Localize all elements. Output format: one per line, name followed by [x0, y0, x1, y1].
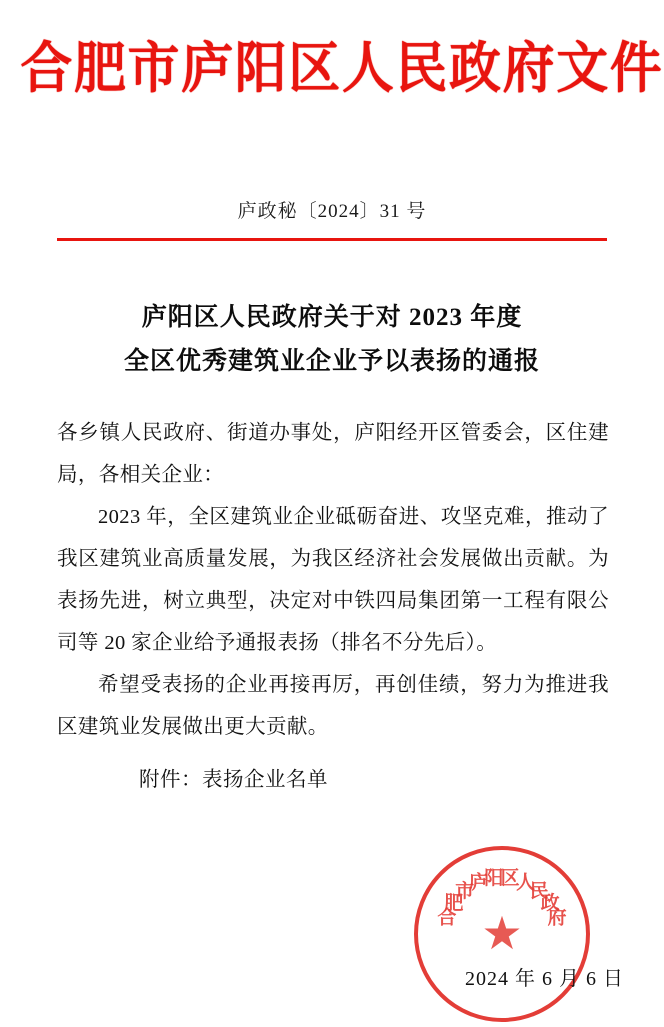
page-title [0, 296, 664, 384]
seal-star-icon: ★ [481, 908, 523, 959]
body-paragraph-1: 2023 年，全区建筑业企业砥砺奋进、攻坚克难，推动了我区建筑业高质量发展，为我区经济社会发展做出贡献。为表扬先进，树立典型，决定对中铁四局集团第一工程有限公司等 20 家企业给予通报表扬（排名不分先后）。 [57, 506, 609, 655]
masthead [0, 36, 664, 99]
masthead-title: 合肥市庐阳区人民政府文件 [20, 35, 664, 100]
page-title-line-1: 庐阳区人民政府关于对 2023 年度 [141, 304, 523, 331]
body-paragraph-salutation: 各乡镇人民政府、街道办事处，庐阳经开区管委会，区住建局，各相关企业： [57, 422, 609, 487]
attachment-line: 附件：表扬企业名单 [139, 769, 328, 791]
official-seal [414, 846, 590, 1022]
document-body [57, 412, 609, 748]
document-date: 2024 年 6 月 6 日 [465, 968, 624, 990]
seal-ring-text: 合 肥 市 庐 阳 区 人 民 政 府 [437, 867, 567, 929]
page-title-line-2: 全区优秀建筑业企业予以表扬的通报 [123, 347, 540, 375]
document-number: 庐政秘〔2024〕31 号 [237, 201, 427, 222]
body-paragraph-2: 希望受表扬的企业再接再厉，再创佳绩，努力为推进我区建筑业发展做出更大贡献。 [57, 674, 609, 739]
seal-inner-ring [418, 850, 586, 1018]
red-divider-rule [57, 238, 607, 241]
